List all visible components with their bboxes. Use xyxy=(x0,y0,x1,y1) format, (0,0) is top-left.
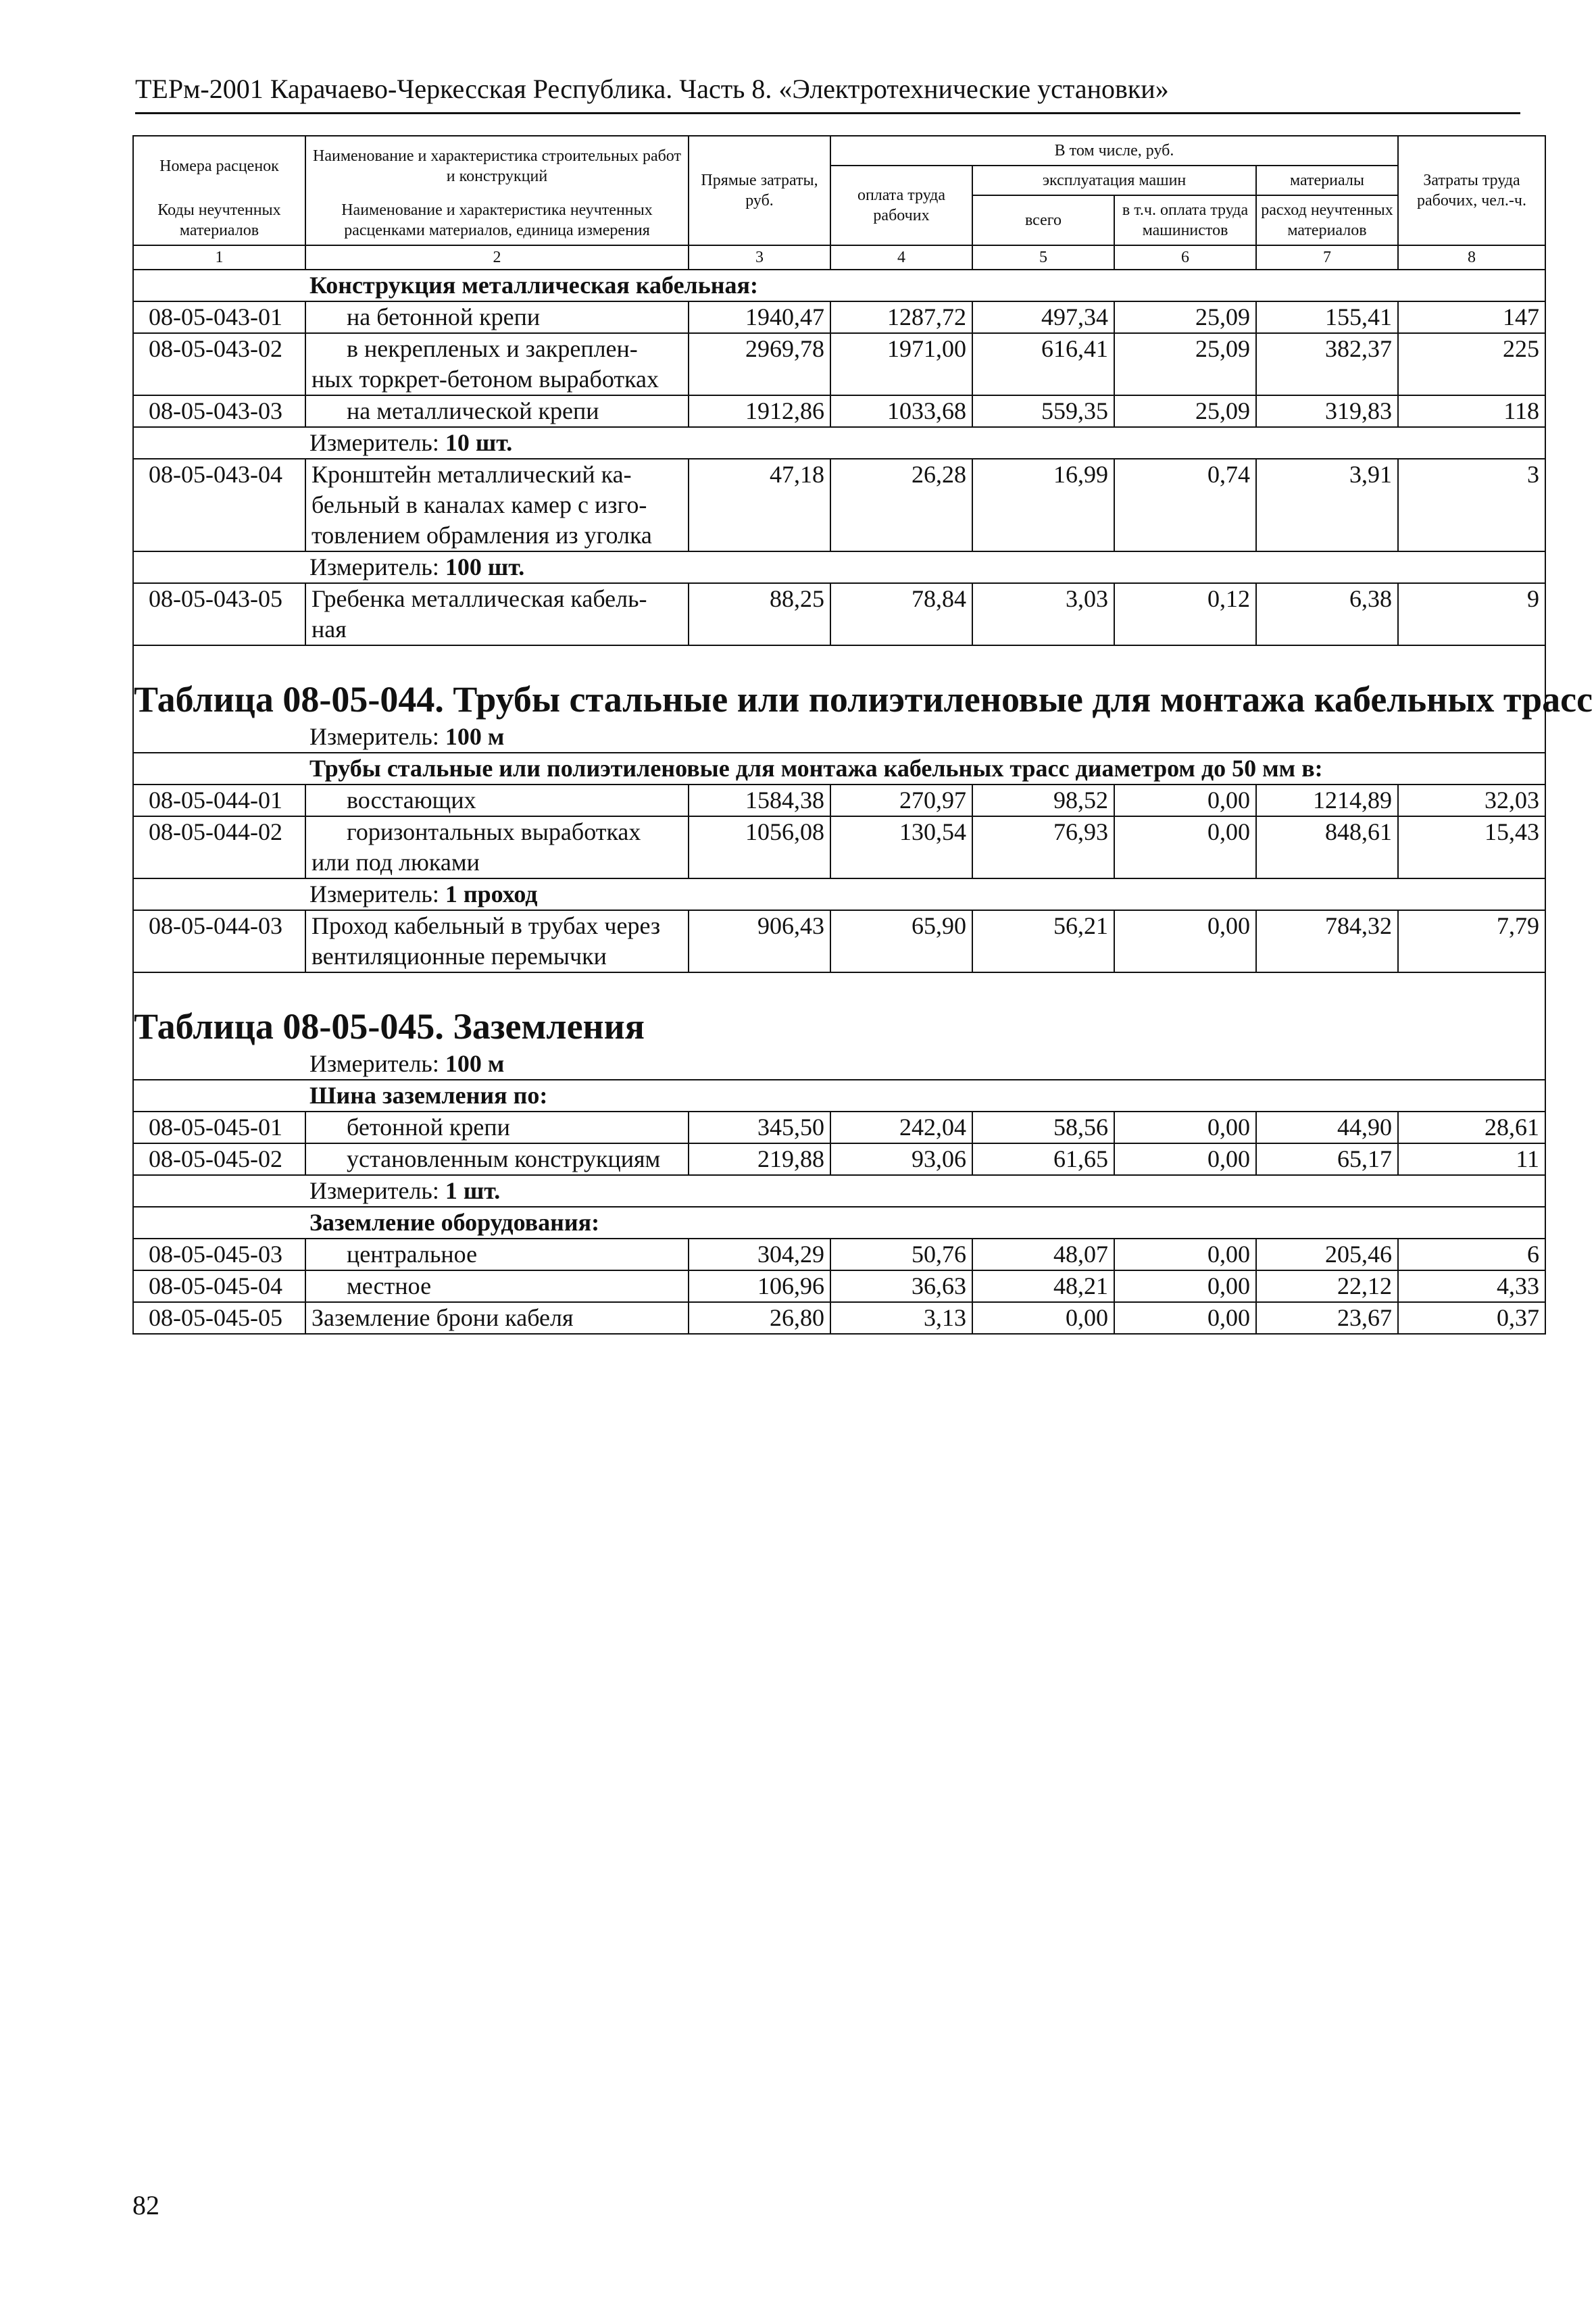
table-title-row xyxy=(133,972,1545,1049)
machinist-pay: 25,09 xyxy=(1114,333,1256,395)
section-title-row xyxy=(133,270,1545,301)
materials: 65,17 xyxy=(1256,1143,1398,1175)
direct-cost: 26,80 xyxy=(689,1302,830,1334)
machine-total: 98,52 xyxy=(972,785,1114,816)
table-row xyxy=(133,395,1545,427)
col-number: 5 xyxy=(972,245,1114,270)
measure-label: Измеритель: 100 м xyxy=(133,1049,1545,1080)
rate-name: горизонтальных выработках или под люками xyxy=(305,816,689,878)
machine-total: 0,00 xyxy=(972,1302,1114,1334)
machinist-pay: 0,00 xyxy=(1114,816,1256,878)
measure-row xyxy=(133,1175,1545,1207)
rate-name: на бетонной крепи xyxy=(305,301,689,333)
table-title: Таблица 08-05-045. Заземления xyxy=(133,972,1545,1049)
table-row xyxy=(133,333,1545,395)
measure-row xyxy=(133,878,1545,910)
rate-code: 08-05-044-03 xyxy=(133,910,305,972)
worker-pay: 3,13 xyxy=(830,1302,972,1334)
machinist-pay: 0,00 xyxy=(1114,1302,1256,1334)
col-head-zatraty-truda: Затраты труда рабочих, чел.-ч. xyxy=(1398,136,1545,245)
labor-hours: 11 xyxy=(1398,1143,1545,1175)
measure-label: Измеритель: 100 шт. xyxy=(133,551,1545,583)
machinist-pay: 0,74 xyxy=(1114,459,1256,551)
worker-pay: 1033,68 xyxy=(830,395,972,427)
machinist-pay: 0,00 xyxy=(1114,1239,1256,1270)
worker-pay: 78,84 xyxy=(830,583,972,645)
direct-cost: 1584,38 xyxy=(689,785,830,816)
rate-name: установленным конструкциям xyxy=(305,1143,689,1175)
labor-hours: 28,61 xyxy=(1398,1112,1545,1143)
table-title: Таблица 08-05-044. Трубы стальные или полиэтиленовые для монтажа кабельных трасс xyxy=(133,645,1545,722)
worker-pay: 242,04 xyxy=(830,1112,972,1143)
machinist-pay: 25,09 xyxy=(1114,395,1256,427)
labor-hours: 32,03 xyxy=(1398,785,1545,816)
machine-total: 616,41 xyxy=(972,333,1114,395)
rate-code: 08-05-045-05 xyxy=(133,1302,305,1334)
worker-pay: 130,54 xyxy=(830,816,972,878)
direct-cost: 47,18 xyxy=(689,459,830,551)
labor-hours: 147 xyxy=(1398,301,1545,333)
section-title: Конструкция металлическая кабельная: xyxy=(133,270,1545,301)
machine-total: 76,93 xyxy=(972,816,1114,878)
rate-code: 08-05-044-02 xyxy=(133,816,305,878)
measure-row xyxy=(133,1049,1545,1080)
labor-hours: 7,79 xyxy=(1398,910,1545,972)
labor-hours: 3 xyxy=(1398,459,1545,551)
table-row xyxy=(133,785,1545,816)
measure-row xyxy=(133,551,1545,583)
price-table xyxy=(132,135,1593,1335)
worker-pay: 50,76 xyxy=(830,1239,972,1270)
worker-pay: 1971,00 xyxy=(830,333,972,395)
measure-label: Измеритель: 1 шт. xyxy=(133,1175,1545,1207)
col-number: 6 xyxy=(1114,245,1256,270)
machine-total: 559,35 xyxy=(972,395,1114,427)
rate-name: бетонной крепи xyxy=(305,1112,689,1143)
machinist-pay: 0,00 xyxy=(1114,1112,1256,1143)
section-title-row xyxy=(133,1080,1545,1112)
machine-total: 497,34 xyxy=(972,301,1114,333)
col-head-materialy: материалы xyxy=(1256,166,1398,195)
materials: 1214,89 xyxy=(1256,785,1398,816)
col-head-vsego: всего xyxy=(972,195,1114,245)
machinist-pay: 0,00 xyxy=(1114,1143,1256,1175)
col-head-nomera: Номера расценок xyxy=(133,136,305,195)
table-row xyxy=(133,910,1545,972)
rate-name: Заземление брони кабеля xyxy=(305,1302,689,1334)
labor-hours: 225 xyxy=(1398,333,1545,395)
col-head-pryamye: Прямые затраты, руб. xyxy=(689,136,830,245)
worker-pay: 270,97 xyxy=(830,785,972,816)
labor-hours: 0,37 xyxy=(1398,1302,1545,1334)
section-title-row xyxy=(133,753,1545,785)
direct-cost: 345,50 xyxy=(689,1112,830,1143)
direct-cost: 304,29 xyxy=(689,1239,830,1270)
rate-code: 08-05-043-04 xyxy=(133,459,305,551)
labor-hours: 15,43 xyxy=(1398,816,1545,878)
machine-total: 58,56 xyxy=(972,1112,1114,1143)
materials: 155,41 xyxy=(1256,301,1398,333)
machinist-pay: 25,09 xyxy=(1114,301,1256,333)
table-row xyxy=(133,583,1545,645)
materials: 205,46 xyxy=(1256,1239,1398,1270)
direct-cost: 219,88 xyxy=(689,1143,830,1175)
table-row xyxy=(133,1239,1545,1270)
col-head-naim2: Наименование и характеристика неучтенных расценками материалов, единица измерения xyxy=(305,195,689,245)
machine-total: 48,21 xyxy=(972,1270,1114,1302)
col-number: 1 xyxy=(133,245,305,270)
rate-code: 08-05-045-01 xyxy=(133,1112,305,1143)
measure-label: Измеритель: 100 м xyxy=(133,722,1545,753)
rate-name: в некрепленых и закреплен- ных торкрет-бетоном выработках xyxy=(305,333,689,395)
materials: 319,83 xyxy=(1256,395,1398,427)
page-header: ТЕРм-2001 Карачаево-Черкесская Республика. Часть 8. «Электротехнические установки» xyxy=(135,74,1169,104)
table-row xyxy=(133,459,1545,551)
materials: 848,61 xyxy=(1256,816,1398,878)
materials: 23,67 xyxy=(1256,1302,1398,1334)
col-head-vtch-mashinistov: в т.ч. оплата труда машинистов xyxy=(1114,195,1256,245)
materials: 3,91 xyxy=(1256,459,1398,551)
table-row xyxy=(133,301,1545,333)
col-head-kody: Коды неучтенных материалов xyxy=(133,195,305,245)
direct-cost: 1056,08 xyxy=(689,816,830,878)
col-number: 2 xyxy=(305,245,689,270)
materials: 22,12 xyxy=(1256,1270,1398,1302)
rate-name: Кронштейн металлический ка- бельный в каналах камер с изго- товлением обрамления из уголка xyxy=(305,459,689,551)
measure-label: Измеритель: 1 проход xyxy=(133,878,1545,910)
rate-name: Проход кабельный в трубах через вентиляционные перемычки xyxy=(305,910,689,972)
rate-code: 08-05-045-02 xyxy=(133,1143,305,1175)
worker-pay: 1287,72 xyxy=(830,301,972,333)
machine-total: 16,99 xyxy=(972,459,1114,551)
table-row xyxy=(133,1302,1545,1334)
col-head-rashod: расход неучтенных материалов xyxy=(1256,195,1398,245)
machine-total: 56,21 xyxy=(972,910,1114,972)
worker-pay: 65,90 xyxy=(830,910,972,972)
machinist-pay: 0,12 xyxy=(1114,583,1256,645)
machinist-pay: 0,00 xyxy=(1114,785,1256,816)
page-number: 82 xyxy=(132,2190,159,2220)
col-number: 8 xyxy=(1398,245,1545,270)
col-number: 7 xyxy=(1256,245,1398,270)
rate-name: восстающих xyxy=(305,785,689,816)
rate-code: 08-05-043-05 xyxy=(133,583,305,645)
rate-code: 08-05-043-03 xyxy=(133,395,305,427)
col-head-ekspl-mashin: эксплуатация машин xyxy=(972,166,1256,195)
worker-pay: 36,63 xyxy=(830,1270,972,1302)
rate-code: 08-05-045-04 xyxy=(133,1270,305,1302)
machine-total: 3,03 xyxy=(972,583,1114,645)
section-title: Трубы стальные или полиэтиленовые для монтажа кабельных трасс диаметром до 50 мм в: xyxy=(133,753,1545,785)
header-row-1 xyxy=(133,136,1545,166)
direct-cost: 106,96 xyxy=(689,1270,830,1302)
col-number: 4 xyxy=(830,245,972,270)
worker-pay: 93,06 xyxy=(830,1143,972,1175)
machine-total: 48,07 xyxy=(972,1239,1114,1270)
column-number-row xyxy=(133,245,1545,270)
materials: 784,32 xyxy=(1256,910,1398,972)
rate-name: местное xyxy=(305,1270,689,1302)
table-row xyxy=(133,1112,1545,1143)
labor-hours: 6 xyxy=(1398,1239,1545,1270)
rate-code: 08-05-043-01 xyxy=(133,301,305,333)
materials: 382,37 xyxy=(1256,333,1398,395)
materials: 6,38 xyxy=(1256,583,1398,645)
table-title-row xyxy=(133,645,1545,722)
rate-name: Гребенка металлическая кабель- ная xyxy=(305,583,689,645)
col-head-naim1: Наименование и характеристика строительных работ и конструкций xyxy=(305,136,689,195)
col-number: 3 xyxy=(689,245,830,270)
machinist-pay: 0,00 xyxy=(1114,1270,1256,1302)
table-row xyxy=(133,1270,1545,1302)
labor-hours: 4,33 xyxy=(1398,1270,1545,1302)
rate-code: 08-05-045-03 xyxy=(133,1239,305,1270)
section-title-row xyxy=(133,1207,1545,1239)
direct-cost: 1912,86 xyxy=(689,395,830,427)
direct-cost: 88,25 xyxy=(689,583,830,645)
rate-code: 08-05-044-01 xyxy=(133,785,305,816)
header-rule xyxy=(135,112,1520,114)
rate-code: 08-05-043-02 xyxy=(133,333,305,395)
rate-name: центральное xyxy=(305,1239,689,1270)
col-head-oplata-rabochih: оплата труда рабочих xyxy=(830,166,972,245)
machinist-pay: 0,00 xyxy=(1114,910,1256,972)
section-title: Заземление оборудования: xyxy=(133,1207,1545,1239)
measure-row xyxy=(133,722,1545,753)
measure-label: Измеритель: 10 шт. xyxy=(133,427,1545,459)
table-row xyxy=(133,816,1545,878)
table-row xyxy=(133,1143,1545,1175)
labor-hours: 9 xyxy=(1398,583,1545,645)
machine-total: 61,65 xyxy=(972,1143,1114,1175)
rate-name: на металлической крепи xyxy=(305,395,689,427)
direct-cost: 1940,47 xyxy=(689,301,830,333)
materials: 44,90 xyxy=(1256,1112,1398,1143)
section-title: Шина заземления по: xyxy=(133,1080,1545,1112)
direct-cost: 906,43 xyxy=(689,910,830,972)
measure-row xyxy=(133,427,1545,459)
direct-cost: 2969,78 xyxy=(689,333,830,395)
worker-pay: 26,28 xyxy=(830,459,972,551)
col-head-v-tom-chisle: В том числе, руб. xyxy=(830,136,1398,166)
labor-hours: 118 xyxy=(1398,395,1545,427)
